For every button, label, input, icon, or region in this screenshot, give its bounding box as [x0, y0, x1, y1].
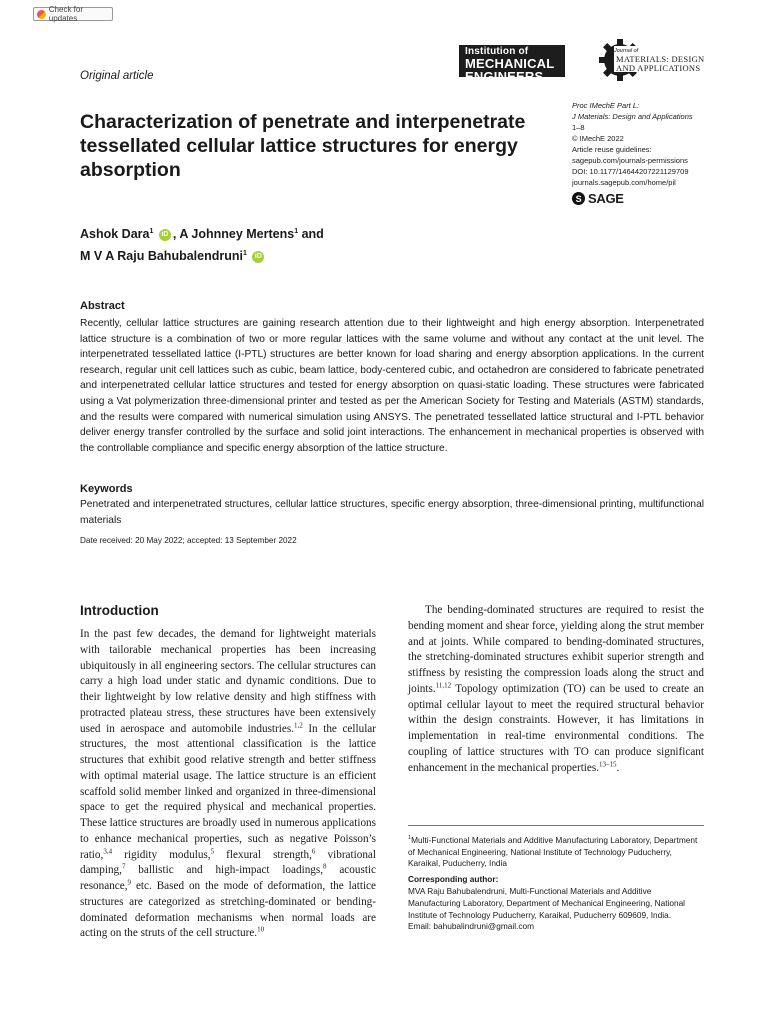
author-name[interactable]: Ashok Dara: [80, 227, 150, 242]
sage-s-icon: S: [572, 192, 585, 205]
author-affiliation-sup: 1: [242, 250, 247, 258]
corresponding-author-heading: Corresponding author:: [408, 874, 499, 885]
author-conjunction: and: [298, 227, 324, 242]
intro-text: acoustic resonance,: [80, 864, 376, 892]
meta-permissions-link[interactable]: sagepub.com/journals-permissions: [572, 156, 688, 165]
author-affiliation-sup: 1: [294, 228, 299, 235]
keywords-heading: Keywords: [80, 483, 133, 495]
citation-ref[interactable]: 5: [210, 846, 215, 855]
citation-ref[interactable]: 13–15: [599, 759, 617, 768]
citation-ref[interactable]: 7: [121, 862, 126, 871]
received-accepted-dates: Date received: 20 May 2022; accepted: 13 September 2022: [80, 536, 297, 545]
footnote-divider: [408, 825, 704, 826]
intro-text: Topology optimization (TO) can be used to create an optimal cellular layout to meet the required structural behavior within the design constraints. However, it has limitations in implementation in real-time environmental conditions. The coupling of lattice structures with TO can produce significant enhancement in the mechanical properties.: [408, 682, 704, 774]
abstract-heading: Abstract: [80, 300, 125, 312]
intro-text: The bending-dominated structures are required to resist the bending moment and shear force, yielding along the strut member and at joints. While compared to bending-dominated structures, the stretching-dominated structures exhibit superior strength and stiffness by resisting the compression loads along the struct and joints.: [408, 604, 704, 695]
author-affiliation-sup: 1: [149, 228, 154, 235]
intro-text: rigidity modulus,: [112, 848, 211, 861]
intro-text: In the cellular structures, the most attentional classification is the lattice structures that exhibit good relative strength and better stiffness with optimal material usage. The lattice structure is an efficient scaffold solid member linked and organized in three-dimensional space to get the required physical and mechanical properties. These lattice structures are broadly used in numerous applications to enhance mechanical properties, such as negative Poisson’s ratio,: [80, 722, 376, 861]
publisher-logo-line1: Institution of: [465, 46, 529, 57]
citation-ref[interactable]: 8: [323, 862, 327, 871]
intro-text: .: [616, 761, 620, 774]
citation-ref[interactable]: 11,12: [435, 681, 452, 690]
journal-logo-line1: MATERIALS: DESIGN: [616, 54, 705, 64]
intro-text: etc. Based on the mode of deformation, the lattice structures are categorized as stretching-dominated or bending-dominated deformation mechanisms when normal loads are acting on the struts of the cell structure.: [80, 880, 376, 940]
sage-logo: [572, 191, 624, 206]
meta-doi-link[interactable]: DOI: 10.1177/14644207221129709: [572, 167, 689, 176]
citation-ref[interactable]: 6: [311, 846, 316, 855]
sage-label: SAGE: [588, 191, 624, 206]
journal-logo-name: [616, 55, 704, 73]
keywords-text: Penetrated and interpenetrated structures, cellular lattice structures, specific energy absorption, three-dimensional printing, multifunctional materials: [80, 499, 704, 526]
citation-ref[interactable]: 9: [127, 878, 132, 887]
article-title: Characterization of penetrate and interpenetrate tessellated cellular lattice structures for energy absorption: [80, 111, 526, 181]
meta-copyright: © IMechE 2022: [572, 134, 624, 143]
publisher-logo-line2: MECHANICAL: [465, 56, 555, 71]
meta-journal-part: Proc IMechE Part L:: [572, 101, 640, 110]
affiliation-footnote: [408, 833, 704, 870]
intro-text: In the past few decades, the demand for lightweight materials with tailorable mechanical properties has been increasing ubiquitously in all engineering sectors. The cellular structures can carry a high load under static and dynamic conditions. Due to their lightweight by low relative density and high stiffness with protracted plateau stress, these structures have been extensively used in aerospace and automobile industries.: [80, 628, 376, 735]
publisher-logo-line3: ENGINEERS: [465, 69, 544, 84]
meta-journal-title: J Materials: Design and Applications: [572, 112, 693, 121]
author-name[interactable]: , A Johnney Mertens: [172, 227, 295, 242]
citation-ref[interactable]: 1,2: [293, 720, 303, 729]
affiliation-sup: 1: [408, 835, 412, 841]
publisher-logo: [459, 45, 565, 84]
affiliation-text: Multi-Functional Materials and Additive Manufacturing Laboratory, Department of Mechanical Engineering, National Institute of Technology Puducherry, Karaikal, Puducherry, India: [408, 834, 698, 869]
check-for-updates-button[interactable]: [33, 7, 113, 21]
intro-paragraph: [408, 603, 704, 776]
introduction-right-column: [408, 603, 704, 776]
author-list: [80, 222, 560, 266]
crossmark-icon: [37, 10, 46, 19]
intro-paragraph: [80, 627, 376, 942]
intro-text: vibrational damping,: [80, 848, 376, 877]
meta-reuse-label: Article reuse guidelines:: [572, 145, 652, 154]
author-name[interactable]: M V A Raju Bahubalendruni: [80, 249, 243, 264]
abstract-text: Recently, cellular lattice structures are gaining research attention due to their lightweight and high energy absorption. Interpenetrated lattice structure is a combination of two or more regular lattices with the same volume and without any contact at the unit level. The interpenetrated tessellated lattice (I-PTL) structures are better known for load sharing and energy absorption applications. In the current research, regular unit cell lattices such as cubic, beam lattice, body-centered cubic, and octahedron are considered to fabricate penetrated and interpenetrated cellular lattice structures and tested for energy absorption on quasi-static loading. These structures were fabricated using a Vat polymerization three-dimensional printer and tested as per the American Society for Testing and Materials (ASTM) standards, and the results were compared with numerical simulation using ANSYS. The penetrated tessellated lattice structural and I-PTL behavior deliver energy transfer controlled by the surface and solid joint interactions. The enhancement in mechanical properties is observed with the controllable compliance and specific energy absorption of the lattice structure.: [80, 318, 704, 454]
article-type: Original article: [80, 70, 154, 82]
article-meta: [572, 100, 693, 188]
check-for-updates-label: Check for updates: [48, 5, 83, 23]
introduction-left-column: [80, 627, 376, 942]
footnote: [408, 833, 704, 933]
journal-logo-line2: AND APPLICATIONS: [616, 63, 701, 73]
corresponding-author-text: MVA Raju Bahubalendruni, Multi-Functional Materials and Additive Manufacturing Laboratory, Department of Mechanical Engineering, National Institute of Technology Puducherry, Karaikal, Puducherry 609609, India.: [408, 885, 686, 920]
meta-pages: 1–8: [572, 123, 585, 132]
meta-journal-homepage-link[interactable]: journals.sagepub.com/home/pil: [572, 178, 676, 187]
citation-ref[interactable]: 10: [257, 925, 265, 934]
intro-text: ballistic and high-impact loadings,: [125, 864, 324, 877]
orcid-icon[interactable]: iD: [252, 251, 264, 263]
citation-ref[interactable]: 3,4: [103, 846, 113, 855]
intro-text: flexural strength,: [214, 848, 312, 861]
journal-logo-small: Journal of: [614, 48, 639, 54]
orcid-icon[interactable]: iD: [159, 229, 171, 241]
introduction-heading: Introduction: [80, 603, 159, 618]
corresponding-email[interactable]: Email: bahubalindruni@gmail.com: [408, 921, 535, 932]
